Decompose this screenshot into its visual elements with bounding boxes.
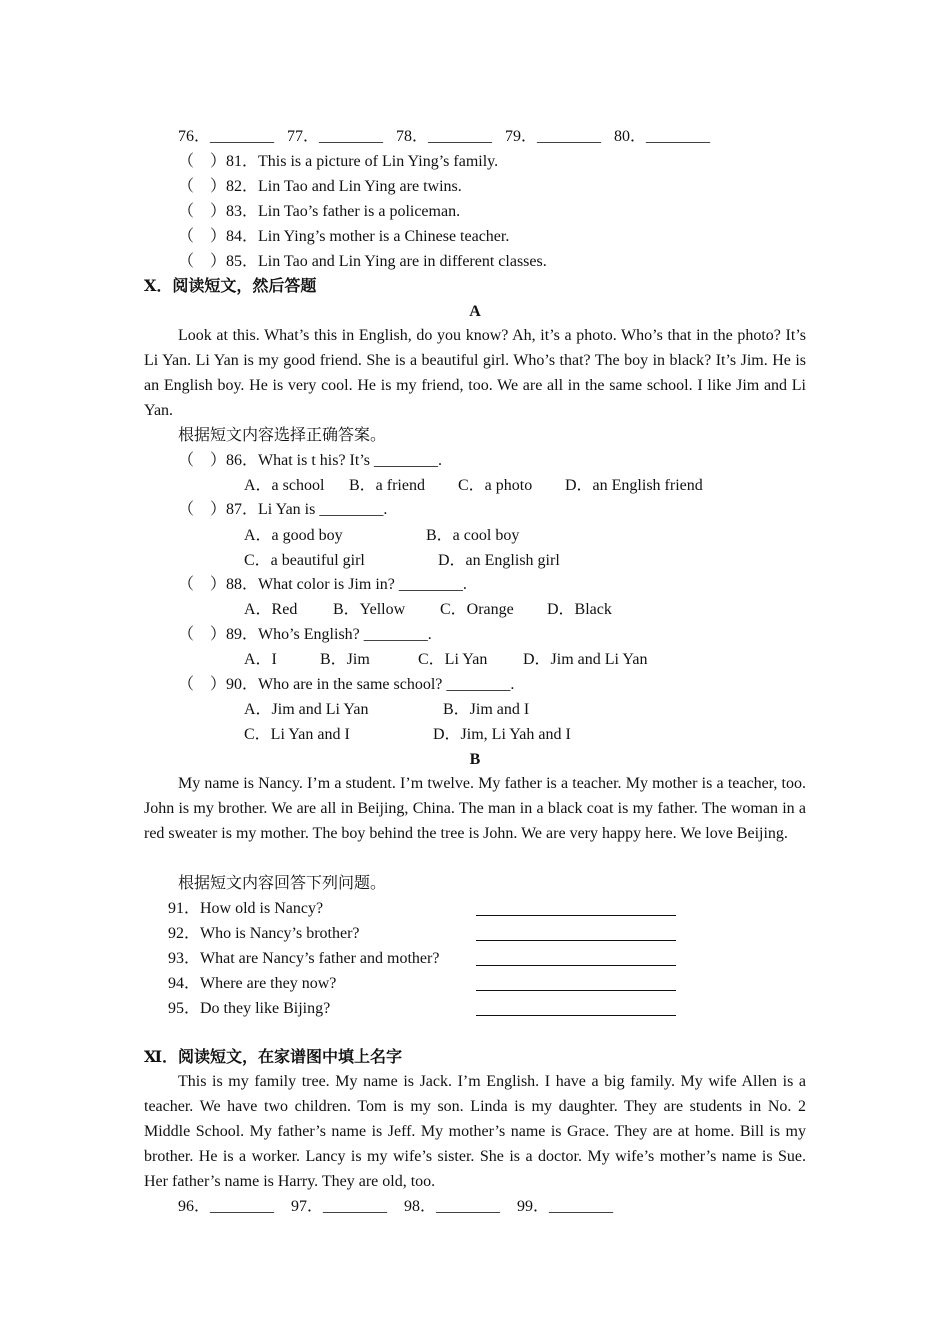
passage-b-title: B <box>469 751 481 768</box>
instruction-a: 根据短文内容选择正确答案。 <box>178 427 387 444</box>
passage-family-tree: This is my family tree. My name is Jack. I’m English. I have a big family. My wife Allen is a teacher. We have two children. Tom is my son. Linda is my daughter. They are students in No. 2 Middle School. My father’s name is Jeff. My mother’s name is Grace. They are at home. Bill is my brother. He is a worker. Lancy is my wife’s sister. She is a doctor. My wife’s mother’s name is Sue. Her father’s name is Harry. They are old, too. <box>144 1073 806 1190</box>
q86-option-a: A．a school <box>244 477 325 494</box>
question-89: （ ）89．Who’s English? ________. <box>178 626 432 643</box>
q88-option-d: D．Black <box>547 601 612 618</box>
blank-76: 76．________ <box>178 128 275 145</box>
question-93: 93．What are Nancy’s father and mother? <box>168 950 440 967</box>
question-81: （ ）81．This is a picture of Lin Ying’s family. <box>178 153 499 170</box>
q89-option-c: C．Li Yan <box>418 651 488 668</box>
question-91: 91．How old is Nancy? <box>168 900 324 917</box>
answer-line-92[interactable] <box>476 940 676 941</box>
question-82: （ ）82．Lin Tao and Lin Ying are twins. <box>178 178 462 195</box>
blank-96: 96．________ <box>178 1198 275 1215</box>
instruction-b: 根据短文内容回答下列问题。 <box>178 875 387 892</box>
q89-option-b: B．Jim <box>320 651 370 668</box>
answer-line-93[interactable] <box>476 965 676 966</box>
question-95: 95．Do they like Bijing? <box>168 1000 331 1017</box>
q87-option-c: C．a beautiful girl <box>244 552 365 569</box>
answer-line-95[interactable] <box>476 1015 676 1016</box>
q90-option-d: D．Jim, Li Yah and I <box>433 726 571 743</box>
q87-option-d: D．an English girl <box>438 552 560 569</box>
q90-option-b: B．Jim and I <box>443 701 530 718</box>
answer-line-91[interactable] <box>476 915 676 916</box>
q88-option-b: B．Yellow <box>333 601 406 618</box>
section-11-heading: Ⅺ．阅读短文，在家谱图中填上名字 <box>144 1049 403 1066</box>
q90-option-c: C．Li Yan and I <box>244 726 350 743</box>
answer-line-94[interactable] <box>476 990 676 991</box>
question-83: （ ）83．Lin Tao’s father is a policeman. <box>178 203 461 220</box>
blank-77: 77．________ <box>287 128 384 145</box>
q86-option-d: D．an English friend <box>565 477 703 494</box>
blank-79: 79．________ <box>505 128 602 145</box>
blank-97: 97．________ <box>291 1198 388 1215</box>
question-86: （ ）86．What is t his? It’s ________. <box>178 452 442 469</box>
passage-a-title: A <box>469 303 481 320</box>
question-94: 94．Where are they now? <box>168 975 337 992</box>
passage-a: Look at this. What’s this in English, do you know? Ah, it’s a photo. Who’s that in the photo? It’s Li Yan. Li Yan is my good friend. She is a beautiful girl. Who’s that? The boy in black? It’s Jim. He is an English boy. He is very cool. He is my friend, too. We are all in the same school. I like Jim and Li Yan. <box>144 327 806 419</box>
q87-option-b: B．a cool boy <box>426 527 520 544</box>
question-90: （ ）90．Who are in the same school? ________. <box>178 676 515 693</box>
q88-option-c: C．Orange <box>440 601 514 618</box>
q87-option-a: A．a good boy <box>244 527 343 544</box>
section-10-heading: Ⅹ．阅读短文，然后答题 <box>144 278 317 295</box>
q89-option-a: A．I <box>244 651 277 668</box>
q86-option-c: C．a photo <box>458 477 533 494</box>
blank-99: 99．________ <box>517 1198 614 1215</box>
question-87: （ ）87．Li Yan is ________. <box>178 501 388 518</box>
blank-78: 78．________ <box>396 128 493 145</box>
question-85: （ ）85．Lin Tao and Lin Ying are in different classes. <box>178 253 547 270</box>
q88-option-a: A．Red <box>244 601 298 618</box>
q86-option-b: B．a friend <box>349 477 425 494</box>
question-88: （ ）88．What color is Jim in? ________. <box>178 576 467 593</box>
q90-option-a: A．Jim and Li Yan <box>244 701 369 718</box>
q89-option-d: D．Jim and Li Yan <box>523 651 648 668</box>
blank-98: 98．________ <box>404 1198 501 1215</box>
question-92: 92．Who is Nancy’s brother? <box>168 925 360 942</box>
blank-80: 80．________ <box>614 128 711 145</box>
question-84: （ ）84．Lin Ying’s mother is a Chinese teacher. <box>178 228 510 245</box>
passage-b: My name is Nancy. I’m a student. I’m twelve. My father is a teacher. My mother is a teacher, too. John is my brother. We are all in Beijing, China. The man in a black coat is my father. The woman in a red sweater is my mother. The boy behind the tree is John. We are very happy here. We love Beijing. <box>144 775 806 842</box>
